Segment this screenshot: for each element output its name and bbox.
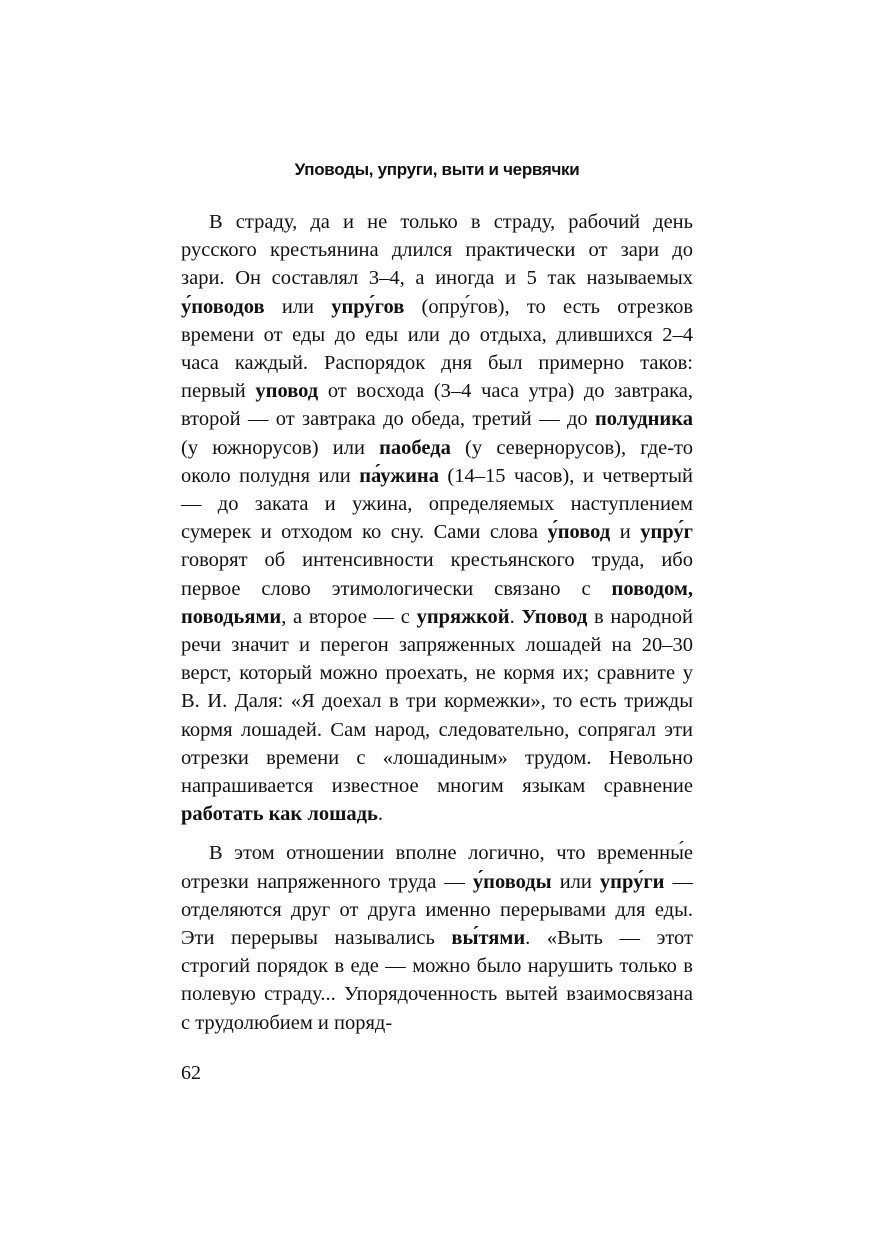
paragraph xyxy=(181,208,693,828)
text-run: (14–15 часов), и четвертый — до заката и ужина, определяемых наступлением сумерек и отходом ко сну. Сами слова xyxy=(181,464,693,544)
paragraph xyxy=(181,839,693,1036)
text-run: или xyxy=(264,295,332,318)
text-run: в народной речи значит и перегон запряженных лошадей на 20–30 верст, который можно проехать, не кормя их; сравните у В. И. Даля: «Я доехал в три кормежки», то есть трижды кормя лошадей. Сам народ, следовательно, сопрягал эти отрезки времени с «лошадиным» трудом. Невольно напрашивается известное многим языкам сравнение xyxy=(181,605,694,798)
bold-term: вы́тями xyxy=(451,927,526,950)
text-run: (у севернорусов), где-то около полудня или xyxy=(181,436,693,487)
bold-term: упру́ги xyxy=(599,870,665,893)
section-heading: Уповоды, упруги, выти и червячки xyxy=(294,160,580,179)
text-run: . xyxy=(377,803,384,826)
bold-term: работать как лошадь xyxy=(181,803,378,826)
bold-term: уповод xyxy=(255,380,319,403)
bold-term: упру́г xyxy=(640,521,693,544)
text-run: и xyxy=(610,521,641,544)
text-run: . «Выть — этот строгий порядок в еде — можно было нарушить только в полевую страду... Упорядоченность вытей взаимосвязана с трудолюбием и поряд- xyxy=(181,927,694,1034)
bold-term: у́поводов xyxy=(181,295,265,318)
text-run: от восхода (3–4 часа утра) до завтрака, второй — от завтрака до обеда, третий — до xyxy=(181,380,693,431)
bold-term: поводом, поводьями xyxy=(181,577,693,628)
text-run: (опру́гов), то есть отрезков времени от еды до еды или до отдыха, длившихся 2–4 часа каждый. Распорядок дня был примерно таков: первый xyxy=(181,295,693,403)
body-text xyxy=(181,208,693,1037)
bold-term: Уповод xyxy=(521,605,588,628)
text-run: В этом отношении вполне логично, что временны́е отрезки напряженного труда — xyxy=(181,842,693,893)
text-run: (у южнорусов) или xyxy=(181,436,380,459)
text-run: говорят об интенсивности крестьянского труда, ибо первое слово этимологически связано с xyxy=(181,549,693,600)
bold-term: у́повод xyxy=(547,521,611,544)
text-run: . xyxy=(509,605,522,628)
bold-term: паобеда xyxy=(379,436,451,459)
bold-term: па́ужина xyxy=(359,464,439,487)
text-run: , а второе — с xyxy=(281,605,417,628)
bold-term: полудника xyxy=(595,408,693,431)
bold-term: упру́гов xyxy=(331,295,405,318)
text-run: В страду, да и не только в страду, рабочий день русского крестьянина длился практически от зари до зари. Он составлял 3–4, а иногда и 5 так называемых xyxy=(181,211,693,290)
text-run: — отделяются друг от друга именно перерывами для еды. Эти перерывы назывались xyxy=(181,870,694,950)
page-number: 62 xyxy=(181,1062,201,1084)
bold-term: у́поводы xyxy=(472,870,552,893)
text-run: или xyxy=(551,870,600,893)
bold-term: упряжкой xyxy=(416,605,510,628)
